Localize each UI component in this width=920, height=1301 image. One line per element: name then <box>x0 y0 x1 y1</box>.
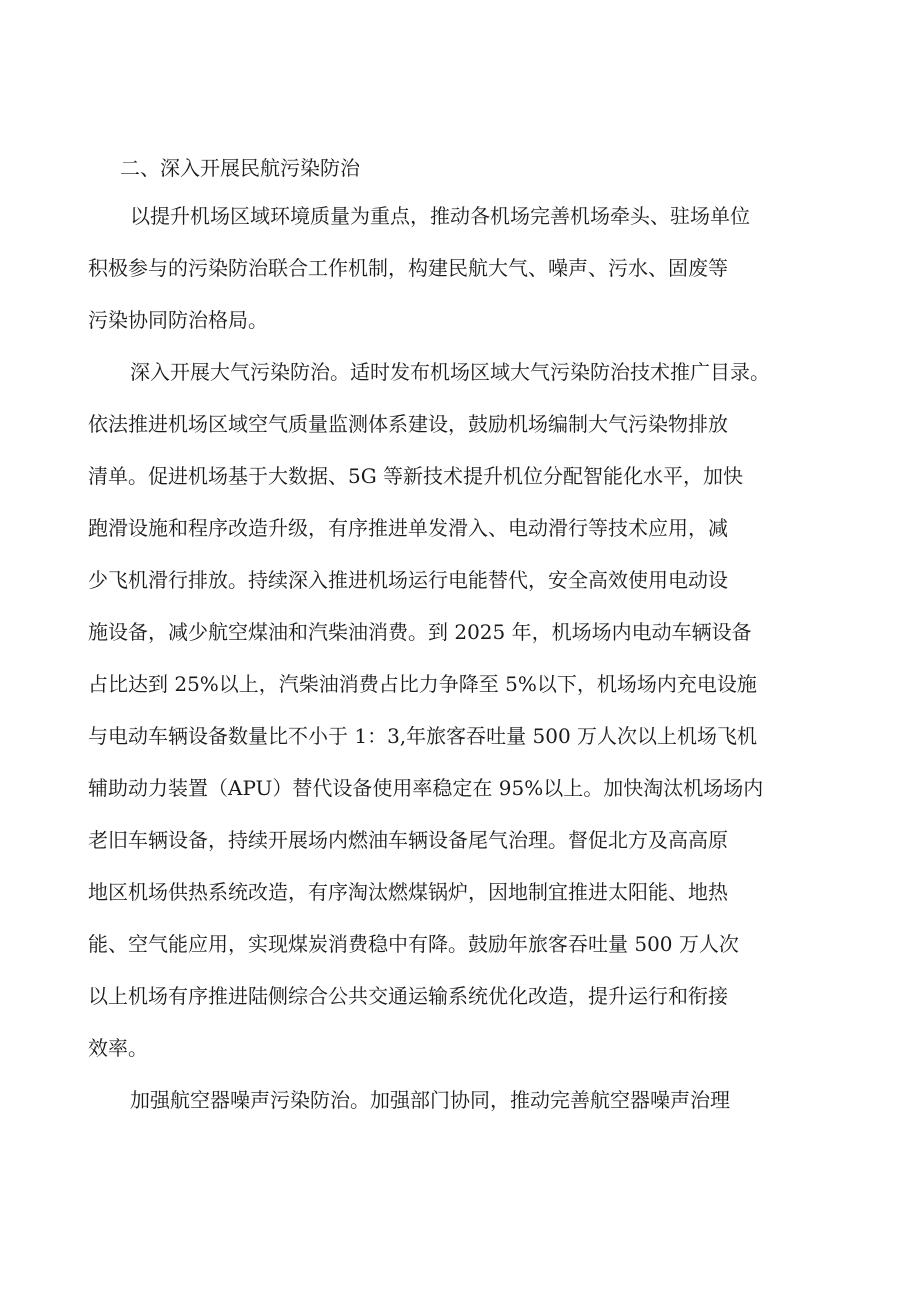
section-heading: 二、深入开展民航污染防治 <box>120 156 360 180</box>
paragraph-line: 占比达到 25%以上，汽柴油消费占比力争降至 5%以下，机场场内充电设施 <box>88 672 757 696</box>
paragraph-line: 地区机场供热系统改造，有序淘汰燃煤锅炉，因地制宜推进太阳能、地热 <box>88 880 728 904</box>
paragraph-line: 以上机场有序推进陆侧综合公共交通运输系统优化改造，提升运行和衔接 <box>88 984 728 1008</box>
paragraph-line: 清单。促进机场基于大数据、5G 等新技术提升机位分配智能化水平，加快 <box>88 464 744 488</box>
paragraph-line: 与电动车辆设备数量比不小于 1：3,年旅客吞吐量 500 万人次以上机场飞机 <box>88 724 758 748</box>
paragraph-line: 辅助动力装置（APU）替代设备使用率稳定在 95%以上。加快淘汰机场场内 <box>88 776 764 800</box>
paragraph-line: 积极参与的污染防治联合工作机制，构建民航大气、噪声、污水、固废等 <box>88 256 728 280</box>
paragraph-line: 能、空气能应用，实现煤炭消费稳中有降。鼓励年旅客吞吐量 500 万人次 <box>88 932 739 956</box>
paragraph-line: 依法推进机场区域空气质量监测体系建设，鼓励机场编制大气污染物排放 <box>88 412 728 436</box>
paragraph-line: 加强航空器噪声污染防治。加强部门协同，推动完善航空器噪声治理 <box>130 1088 730 1112</box>
paragraph-line: 少飞机滑行排放。持续深入推进机场运行电能替代，安全高效使用电动设 <box>88 568 728 592</box>
paragraph-line: 污染协同防治格局。 <box>88 308 268 332</box>
paragraph-line: 效率。 <box>88 1036 148 1060</box>
paragraph-line: 跑滑设施和程序改造升级，有序推进单发滑入、电动滑行等技术应用，减 <box>88 516 728 540</box>
paragraph-line: 老旧车辆设备，持续开展场内燃油车辆设备尾气治理。督促北方及高高原 <box>88 828 728 852</box>
paragraph-line: 施设备，减少航空煤油和汽柴油消费。到 2025 年，机场场内电动车辆设备 <box>88 620 752 644</box>
paragraph-line: 以提升机场区域环境质量为重点，推动各机场完善机场牵头、驻场单位 <box>130 204 750 228</box>
paragraph-line: 深入开展大气污染防治。适时发布机场区域大气污染防治技术推广目录。 <box>130 360 770 384</box>
